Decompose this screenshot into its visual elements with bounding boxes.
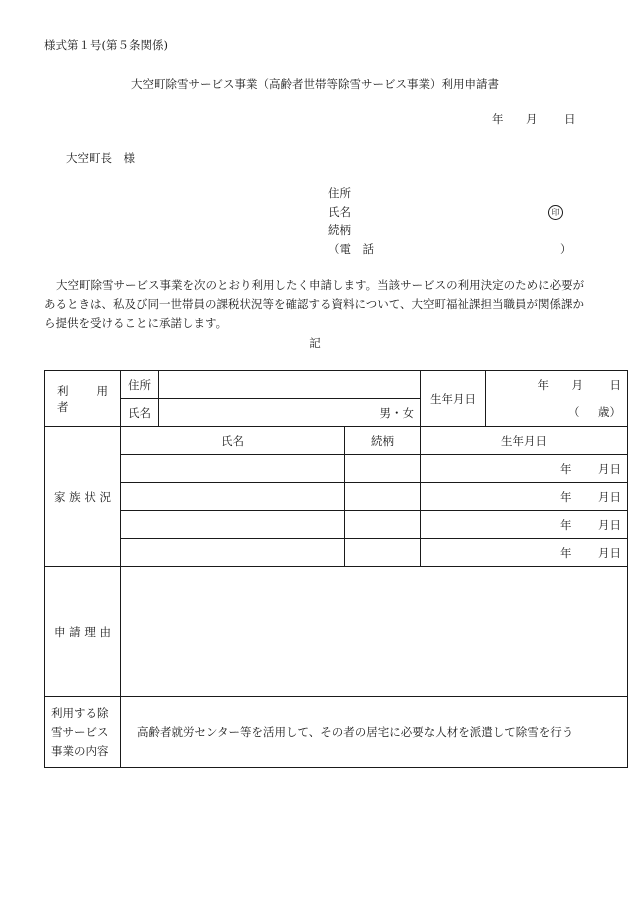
application-table xyxy=(44,370,628,768)
age-unit-label: 歳） xyxy=(598,405,621,419)
user-address-field[interactable] xyxy=(159,371,421,399)
family-header-row xyxy=(45,427,628,455)
month-label: 月 xyxy=(598,489,610,504)
reason-field[interactable] xyxy=(121,567,628,697)
family-row xyxy=(45,455,628,483)
family-birthdate-field[interactable] xyxy=(421,539,628,567)
month-label: 月 xyxy=(598,517,610,532)
service-label xyxy=(45,697,121,768)
applicant-relation-label: 続柄 xyxy=(328,223,351,237)
user-name-label: 氏名 xyxy=(121,399,159,427)
service-content: 高齢者就労センター等を活用して、その者の居宅に必要な人材を派遣して除雪を行う xyxy=(121,697,628,768)
family-birthdate-field[interactable] xyxy=(421,483,628,511)
document-title: 大空町除雪サービス事業（高齢者世帯等除雪サービス事業）利用申請書 xyxy=(131,77,499,91)
service-label-line: 事業の内容 xyxy=(51,743,109,758)
application-date xyxy=(492,111,576,127)
family-relation-field[interactable] xyxy=(345,455,421,483)
family-name-field[interactable] xyxy=(121,483,345,511)
applicant-phone-row xyxy=(328,240,572,259)
day-label: 日 xyxy=(609,489,621,504)
family-row xyxy=(45,511,628,539)
family-row xyxy=(45,483,628,511)
user-age xyxy=(568,404,621,420)
family-label: 家 族 状 況 xyxy=(45,427,121,567)
day-label: 日 xyxy=(609,517,621,532)
year-label: 年 xyxy=(560,545,572,560)
family-row xyxy=(45,539,628,567)
user-label: 利 用 者 xyxy=(45,371,121,427)
user-birthdate-label: 生年月日 xyxy=(421,371,486,427)
applicant-address-row xyxy=(328,184,568,203)
reason-label: 申 請 理 由 xyxy=(45,567,121,697)
family-name-field[interactable] xyxy=(121,511,345,539)
family-birthdate-header: 生年月日 xyxy=(421,427,628,455)
applicant-phone-label: （電 話 xyxy=(328,241,374,256)
consent-paragraph: 大空町除雪サービス事業を次のとおり利用したく申請します。当該サービスの利用決定のために必要があるときは、私及び同一世帯員の課税状況等を確認する資料について、大空町福祉課担当職員が関係課から提供を受けることに承諾します。 xyxy=(44,278,585,330)
user-name-field[interactable] xyxy=(159,399,421,427)
bd-month-label: 月 xyxy=(571,378,583,392)
family-name-header: 氏名 xyxy=(121,427,345,455)
user-birthdate-date xyxy=(538,377,622,393)
applicant-name-row xyxy=(328,203,568,222)
user-address-label: 住所 xyxy=(121,371,159,399)
user-birthdate-field[interactable] xyxy=(486,371,628,427)
user-address-row xyxy=(45,371,628,399)
phone-close-paren: ） xyxy=(560,241,572,256)
family-birthdate-field[interactable] xyxy=(421,455,628,483)
year-label: 年 xyxy=(560,461,572,476)
year-label: 年 xyxy=(560,517,572,532)
family-relation-field[interactable] xyxy=(345,539,421,567)
year-label: 年 xyxy=(560,489,572,504)
reason-row xyxy=(45,567,628,697)
service-label-line: 利用する除 xyxy=(51,705,109,720)
family-relation-field[interactable] xyxy=(345,483,421,511)
addressee: 大空町長 様 xyxy=(66,151,135,165)
month-label: 月 xyxy=(598,545,610,560)
applicant-address-label: 住所 xyxy=(328,186,351,200)
family-name-field[interactable] xyxy=(121,455,345,483)
date-year-label: 年 xyxy=(492,112,504,126)
month-label: 月 xyxy=(598,461,610,476)
bd-day-label: 日 xyxy=(609,378,621,392)
bd-year-label: 年 xyxy=(537,378,549,392)
day-label: 日 xyxy=(609,545,621,560)
date-month-label: 月 xyxy=(526,112,538,126)
age-open-paren: （ xyxy=(568,405,580,419)
form-number: 様式第１号(第５条関係) xyxy=(44,38,168,52)
family-relation-field[interactable] xyxy=(345,511,421,539)
service-row xyxy=(45,697,628,768)
seal-mark: 印 xyxy=(548,205,563,220)
family-name-field[interactable] xyxy=(121,539,345,567)
date-day-label: 日 xyxy=(564,112,576,126)
ki-mark: 記 xyxy=(309,336,321,350)
family-birthdate-field[interactable] xyxy=(421,511,628,539)
applicant-name-label: 氏名 xyxy=(328,204,351,219)
day-label: 日 xyxy=(609,461,621,476)
gender-choice[interactable]: 男・女 xyxy=(379,405,414,420)
applicant-block xyxy=(328,184,572,258)
family-relation-header: 続柄 xyxy=(345,427,421,455)
service-label-line: 雪サービス xyxy=(51,724,109,739)
applicant-relation-row xyxy=(328,221,568,240)
